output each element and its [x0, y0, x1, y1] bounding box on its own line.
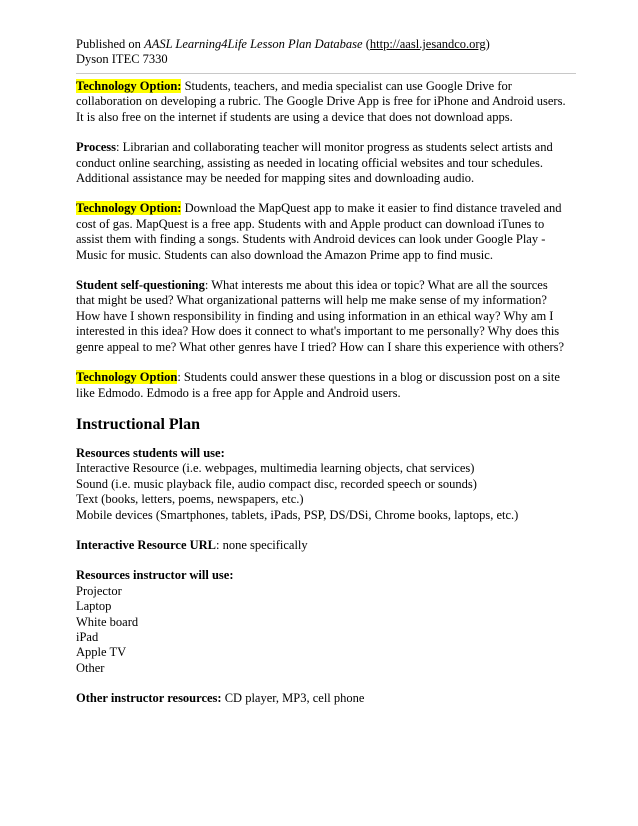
- list-item: Other: [76, 660, 105, 675]
- other-resources-label: Other instructor resources:: [76, 691, 222, 706]
- document-body: [76, 79, 566, 722]
- published-prefix: Published on: [76, 37, 145, 51]
- list-item: Laptop: [76, 599, 112, 614]
- page-header: [76, 37, 576, 67]
- process-paragraph: Process: Librarian and collaborating teacher will monitor progress as students select artists and conduct online searching, assisting as needed in locating official websites and tour schedules. Additional assistance may be needed for mapping sites and downloading audio.: [76, 140, 553, 186]
- instructor-resources-label: Resources instructor will use:: [76, 568, 234, 583]
- process-label: Process: [76, 140, 117, 155]
- self-questioning-label: Student self-questioning: [76, 278, 205, 293]
- published-line: Published on AASL Learning4Life Lesson Plan Database (http://aasl.jesandco.org): [76, 37, 490, 51]
- list-item: Apple TV: [76, 645, 127, 660]
- header-divider: [76, 73, 576, 74]
- list-item: Projector: [76, 583, 122, 598]
- list-item: Text (books, letters, poems, newspapers, etc.): [76, 492, 304, 507]
- database-name: AASL Learning4Life Lesson Plan Database: [144, 37, 363, 51]
- instructional-plan-heading: Instructional Plan: [76, 415, 201, 433]
- technology-option-paragraph: Technology Option: Students, teachers, and media specialist can use Google Drive for collaboration on developing a rubric. The Google Drive App is free for iPhone and Android users. It is also free on the internet if students are using a device that does not download apps.: [76, 79, 566, 124]
- technology-option-label: Technology Option:: [76, 201, 182, 216]
- database-url-link[interactable]: http://aasl.jesandco.org: [369, 37, 486, 51]
- student-resources-label: Resources students will use:: [76, 445, 225, 460]
- technology-option-label: Technology Option: [76, 370, 178, 385]
- technology-option-label: Technology Option:: [76, 79, 182, 93]
- technology-option-paragraph: Technology Option: Download the MapQuest app to make it easier to find distance traveled and cost of gas. MapQuest is a free app. Students with and Apple product can download iTunes to assist them with finding a songs. Students with Android devices can look under Google Play - Music for music. Students can also download the Amazon Prime app to find music.: [76, 201, 562, 262]
- list-item: Sound (i.e. music playback file, audio compact disc, recorded speech or sounds): [76, 476, 477, 491]
- list-item: White board: [76, 614, 139, 629]
- instructor-resources-section: [76, 568, 566, 676]
- list-item: iPad: [76, 629, 99, 644]
- other-resources-line: Other instructor resources: CD player, MP3, cell phone: [76, 691, 365, 706]
- technology-option-paragraph: Technology Option: Students could answer these questions in a blog or discussion post on a site like Edmodo. Edmodo is a free app for Apple and Android users.: [76, 370, 560, 400]
- resource-url-line: Interactive Resource URL: none specifically: [76, 537, 308, 552]
- list-item: Mobile devices (Smartphones, tablets, iPads, PSP, DS/DSi, Chrome books, laptops, etc.): [76, 507, 519, 522]
- student-resources-section: [76, 446, 566, 523]
- self-questioning-paragraph: Student self-questioning: What interests me about this idea or topic? What are all the sources that might be used? What organizational patterns will help me make sense of my information? How have I shown responsibility in finding and using information in an ethical way? Why am I interested in this idea? How does it connect to what's important to me personally? Why does this genre appeal to me? What other genres have I tried? How can I share this experience with others?: [76, 278, 565, 354]
- course-label: Dyson ITEC 7330: [76, 52, 168, 66]
- resource-url-label: Interactive Resource URL: [76, 537, 217, 552]
- list-item: Interactive Resource (i.e. webpages, multimedia learning objects, chat services): [76, 461, 475, 476]
